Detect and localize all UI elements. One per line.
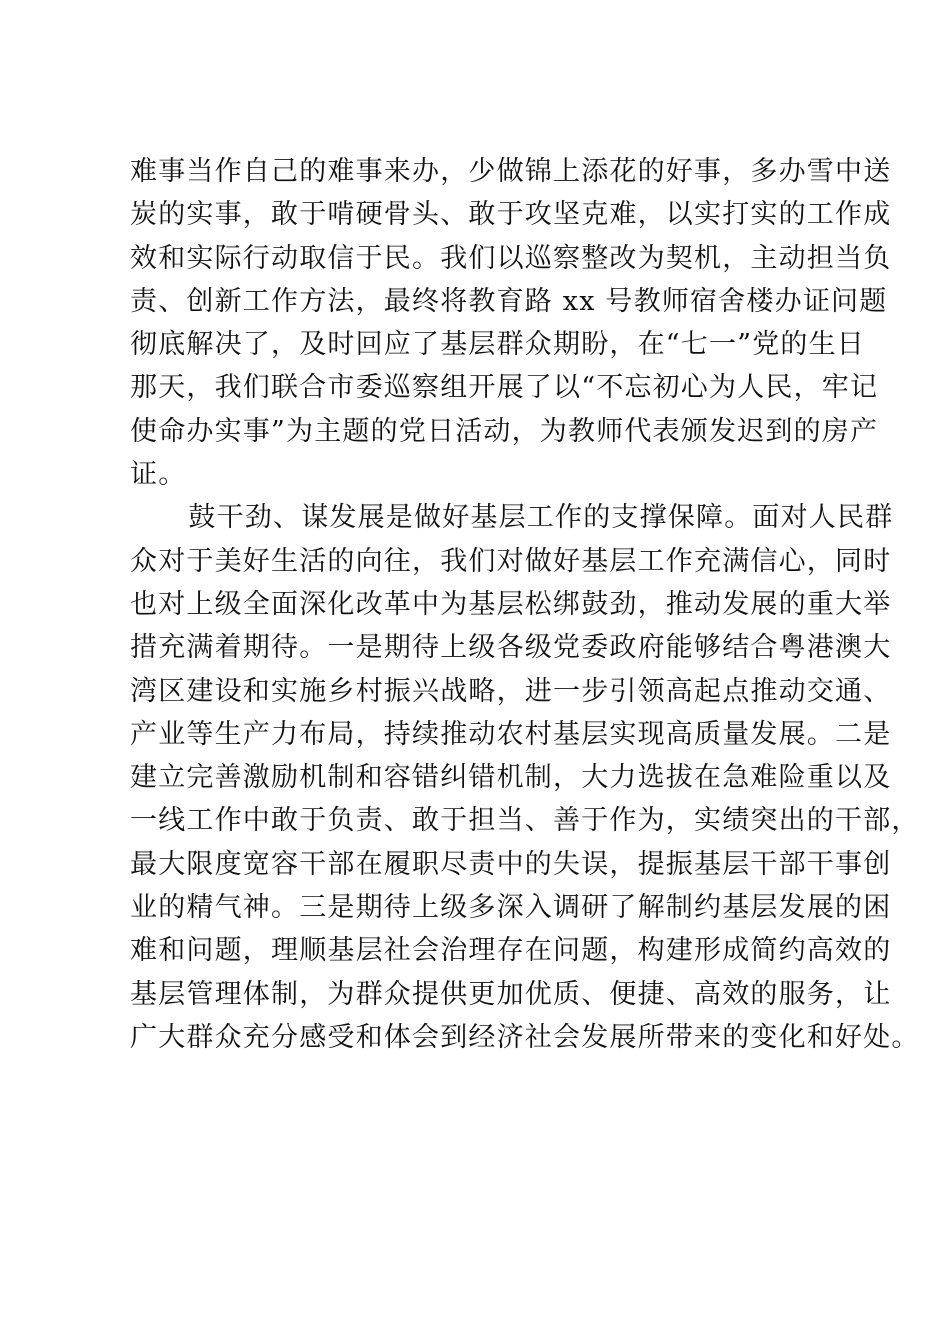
text-line: 广大群众充分感受和体会到经济社会发展所带来的变化和好处。 <box>130 1021 920 1053</box>
text-line: 难事当作自己的难事来办，少做锦上添花的好事，多办雪中送 <box>130 156 892 187</box>
text-line: 产业等生产力布局，持续推动农村基层实现高质量发展。二是 <box>130 718 892 750</box>
text-line: 建立完善激励机制和容错纠错机制，大力选拔在急难险重以及 <box>130 762 892 794</box>
text-line: 责、创新工作方法，最终将教育路 xx 号教师宿舍楼办证问题 <box>130 285 888 317</box>
text-line: 措充满着期待。一是期待上级各级党委政府能够结合粤港澳大 <box>130 632 892 664</box>
text-line: 最大限度宽容干部在履职尽责中的失误，提振基层干部干事创 <box>130 848 892 880</box>
text-line: 使命办实事”为主题的党日活动，为教师代表颁发迟到的房产 <box>130 415 879 447</box>
text-line: 彻底解决了，及时回应了基层群众期盼，在“七一”党的生日 <box>130 329 866 361</box>
body-text <box>130 150 920 1059</box>
text-line: 难和问题，理顺基层社会治理存在问题，构建形成简约高效的 <box>130 935 892 967</box>
text-line: 效和实际行动取信于民。我们以巡察整改为契机，主动担当负 <box>130 242 892 274</box>
text-line: 炭的实事，敢于啃硬骨头、敢于攻坚克难，以实打实的工作成 <box>130 199 892 231</box>
text-line: 那天，我们联合市委巡察组开展了以“不忘初心为人民，牢记 <box>130 372 879 404</box>
text-line: 业的精气神。三是期待上级多深入调研了解制约基层发展的困 <box>130 892 892 924</box>
text-line: 湾区建设和实施乡村振兴战略，进一步引领高起点推动交通、 <box>130 675 892 707</box>
text-line: 证。 <box>130 459 187 491</box>
paragraph-start-line: 鼓干劲、谋发展是做好基层工作的支撑保障。面对人民群 <box>132 502 894 534</box>
text-line: 一线工作中敢于负责、敢于担当、善于作为，实绩突出的干部， <box>130 805 920 837</box>
text-line: 基层管理体制，为群众提供更加优质、便捷、高效的服务，让 <box>130 978 892 1010</box>
text-line: 众对于美好生活的向往，我们对做好基层工作充满信心，同时 <box>130 545 892 577</box>
text-line: 也对上级全面深化改革中为基层松绑鼓劲，推动发展的重大举 <box>130 588 892 620</box>
